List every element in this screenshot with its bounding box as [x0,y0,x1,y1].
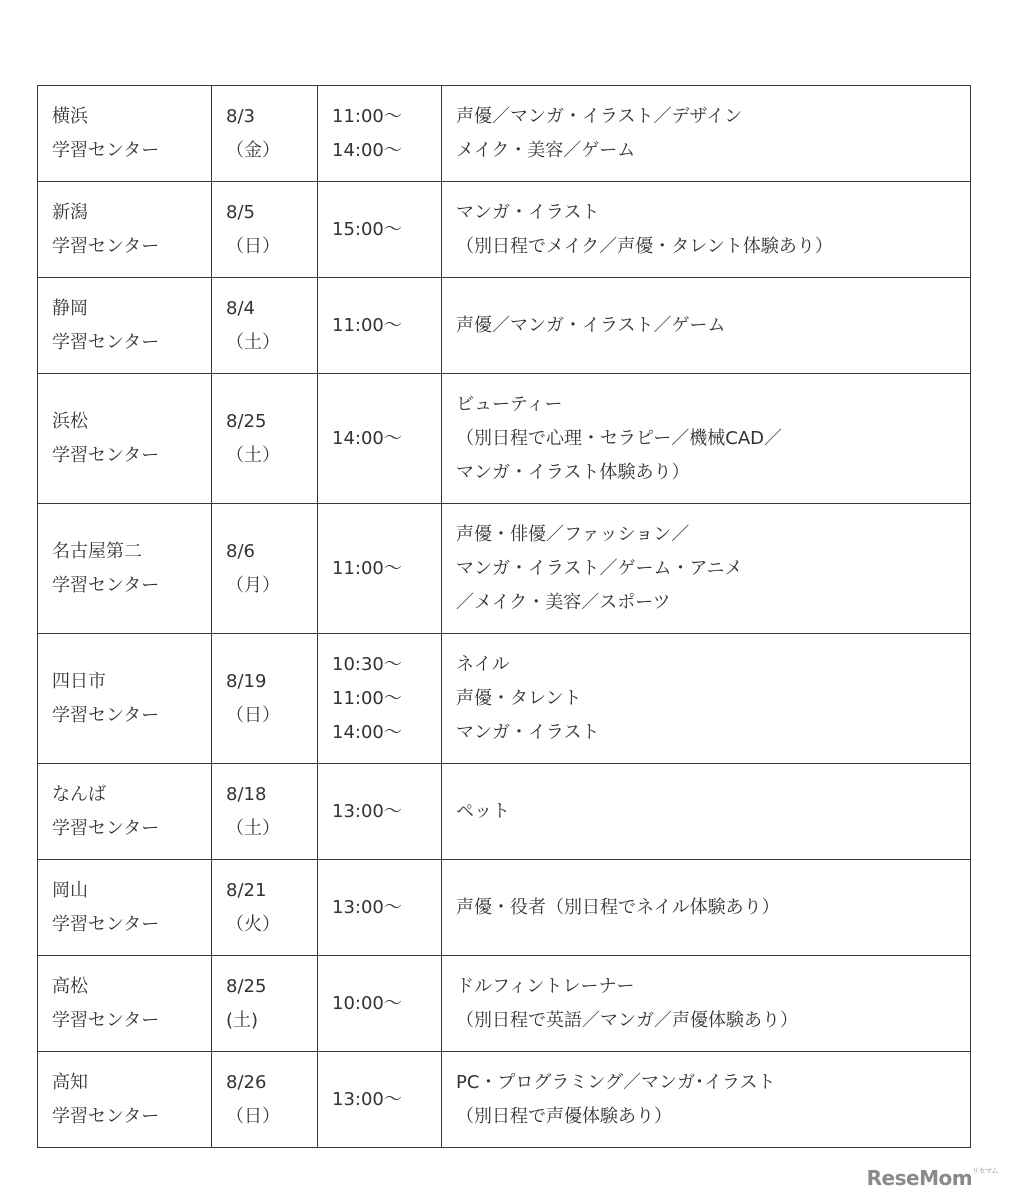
content-cell [442,504,971,634]
date-line: 8/25 [226,410,267,432]
date-line: 8/4 [226,297,255,319]
schedule-row [38,956,971,1052]
date-line: （日） [226,1105,280,1127]
logo-mark: リセマム [972,1167,998,1175]
location-cell [38,182,212,278]
schedule-body [38,86,971,1148]
time-line: 14:00〜 [332,427,402,449]
content-line: （別日程でメイク／声優・タレント体験あり） [456,235,833,257]
location-cell [38,860,212,956]
location-line: 新潟 [52,201,88,223]
location-line: 学習センター [52,1009,160,1031]
content-line: マンガ・イラスト [456,721,600,743]
date-line: 8/21 [226,879,267,901]
date-cell [212,278,318,374]
content-line: 声優・役者（別日程でネイル体験あり） [456,896,780,918]
date-line: 8/5 [226,201,255,223]
date-line: （土） [226,331,280,353]
schedule-row [38,374,971,504]
time-line: 11:00〜 [332,557,402,579]
logo-text: ReseMom [866,1166,973,1190]
content-cell [442,956,971,1052]
location-line: なんば [52,783,106,805]
time-cell [318,956,442,1052]
date-cell [212,634,318,764]
content-line: ／メイク・美容／スポーツ [456,591,671,613]
content-line: ネイル [456,653,510,675]
event-schedule-table [37,85,971,1148]
time-cell [318,374,442,504]
time-line: 11:00〜 [332,105,402,127]
location-line: 四日市 [52,670,106,692]
content-line: 声優・俳優／ファッション／ [456,523,690,545]
time-line: 14:00〜 [332,721,402,743]
date-line: （日） [226,235,280,257]
location-cell [38,764,212,860]
content-line: ビューティー [456,393,563,415]
content-cell [442,764,971,860]
date-cell [212,1052,318,1148]
content-line: マンガ・イラスト体験あり） [456,461,690,483]
location-line: 学習センター [52,444,160,466]
date-line: (土) [226,1009,259,1031]
date-cell [212,860,318,956]
content-line: 声優／マンガ・イラスト／デザイン [456,105,743,127]
date-cell [212,956,318,1052]
date-cell [212,764,318,860]
location-cell [38,956,212,1052]
content-cell [442,860,971,956]
content-line: マンガ・イラスト／ゲーム・アニメ [456,557,743,579]
location-cell [38,86,212,182]
schedule-row [38,634,971,764]
content-line: 声優・タレント [456,687,582,709]
time-line: 11:00〜 [332,687,402,709]
content-line: （別日程で心理・セラピー／機械CAD／ [456,427,783,449]
content-line: （別日程で英語／マンガ／声優体験あり） [456,1009,798,1031]
location-cell [38,504,212,634]
location-line: 高松 [52,975,88,997]
date-line: 8/18 [226,783,267,805]
time-line: 13:00〜 [332,896,402,918]
schedule-row [38,1052,971,1148]
location-line: 学習センター [52,139,160,161]
time-line: 13:00〜 [332,800,402,822]
location-line: 学習センター [52,1105,160,1127]
schedule-row [38,764,971,860]
schedule-row [38,278,971,374]
date-line: （日） [226,704,280,726]
time-line: 10:00〜 [332,992,402,1014]
time-cell [318,764,442,860]
content-cell [442,86,971,182]
content-line: （別日程で声優体験あり） [456,1105,672,1127]
time-cell [318,504,442,634]
date-line: （月） [226,574,280,596]
date-line: 8/6 [226,540,255,562]
date-line: 8/3 [226,105,255,127]
content-line: ドルフィントレーナー [456,975,635,997]
schedule-row [38,504,971,634]
location-line: 学習センター [52,331,160,353]
content-cell [442,374,971,504]
schedule-row [38,86,971,182]
location-line: 学習センター [52,913,160,935]
content-line: 声優／マンガ・イラスト／ゲーム [456,314,726,336]
resemom-logo [867,1166,998,1190]
location-cell [38,374,212,504]
date-cell [212,86,318,182]
location-cell [38,634,212,764]
schedule-row [38,860,971,956]
time-cell [318,86,442,182]
date-cell [212,504,318,634]
time-line: 15:00〜 [332,218,402,240]
location-line: 学習センター [52,574,160,596]
content-line: マンガ・イラスト [456,201,600,223]
location-line: 学習センター [52,704,160,726]
date-line: 8/26 [226,1071,267,1093]
date-line: （土） [226,444,280,466]
location-line: 高知 [52,1071,88,1093]
date-line: 8/25 [226,975,267,997]
location-line: 学習センター [52,235,160,257]
content-cell [442,634,971,764]
location-line: 横浜 [52,105,88,127]
time-cell [318,278,442,374]
date-line: （火） [226,913,280,935]
location-line: 学習センター [52,817,160,839]
location-line: 岡山 [52,879,88,901]
content-line: PC・プログラミング／マンガ･イラスト [456,1071,776,1093]
content-cell [442,278,971,374]
content-line: ペット [456,800,510,822]
location-line: 静岡 [52,297,88,319]
time-line: 10:30〜 [332,653,402,675]
time-line: 11:00〜 [332,314,402,336]
time-cell [318,860,442,956]
location-line: 浜松 [52,410,88,432]
content-cell [442,182,971,278]
date-line: （土） [226,817,280,839]
location-line: 名古屋第二 [52,540,142,562]
content-line: メイク・美容／ゲーム [456,139,636,161]
time-cell [318,634,442,764]
time-line: 13:00〜 [332,1088,402,1110]
date-cell [212,374,318,504]
date-cell [212,182,318,278]
location-cell [38,278,212,374]
schedule-row [38,182,971,278]
content-cell [442,1052,971,1148]
time-cell [318,182,442,278]
location-cell [38,1052,212,1148]
date-line: 8/19 [226,670,267,692]
date-line: （金） [226,139,280,161]
time-line: 14:00〜 [332,139,402,161]
time-cell [318,1052,442,1148]
